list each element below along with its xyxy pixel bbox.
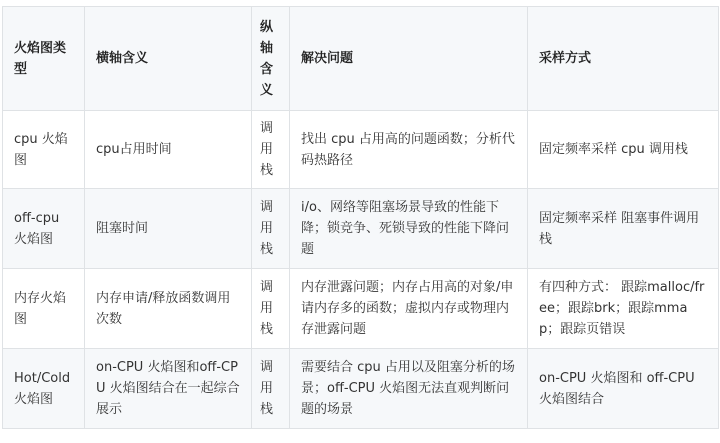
- cell-y-axis: 调用栈: [252, 111, 290, 189]
- cell-sampling: 固定频率采样 阻塞事件调用栈: [528, 189, 719, 269]
- cell-sampling: 固定频率采样 cpu 调用栈: [528, 111, 719, 189]
- cell-type: off-cpu 火焰图: [3, 189, 85, 269]
- table-row: [3, 189, 719, 269]
- header-problems: 解决问题: [290, 7, 528, 111]
- cell-type: 内存火焰图: [3, 269, 85, 349]
- header-type: 火焰图类型: [3, 7, 85, 111]
- cell-x-axis: on-CPU 火焰图和off-CPU 火焰图结合在一起综合展示: [85, 349, 252, 429]
- cell-y-axis: 调用栈: [252, 269, 290, 349]
- cell-problems: 内存泄露问题；内存占用高的对象/申请内存多的函数；虚拟内存或物理内存泄露问题: [290, 269, 528, 349]
- table-header-row: [3, 7, 719, 111]
- header-y-axis: 纵轴含义: [252, 7, 290, 111]
- table-row: [3, 111, 719, 189]
- cell-sampling: on-CPU 火焰图和 off-CPU 火焰图结合: [528, 349, 719, 429]
- cell-problems: i/o、网络等阻塞场景导致的性能下降；锁竞争、死锁导致的性能下降问题: [290, 189, 528, 269]
- cell-x-axis: 内存申请/释放函数调用次数: [85, 269, 252, 349]
- cell-y-axis: 调用栈: [252, 349, 290, 429]
- cell-type: cpu 火焰图: [3, 111, 85, 189]
- cell-y-axis: 调用栈: [252, 189, 290, 269]
- cell-type: Hot/Cold 火焰图: [3, 349, 85, 429]
- header-sampling: 采样方式: [528, 7, 719, 111]
- cell-sampling: 有四种方式： 跟踪malloc/free；跟踪brk；跟踪mmap；跟踪页错误: [528, 269, 719, 349]
- table-row: [3, 349, 719, 429]
- cell-problems: 找出 cpu 占用高的问题函数；分析代码热路径: [290, 111, 528, 189]
- cell-x-axis: 阻塞时间: [85, 189, 252, 269]
- cell-x-axis: cpu占用时间: [85, 111, 252, 189]
- cell-problems: 需要结合 cpu 占用以及阻塞分析的场景；off-CPU 火焰图无法直观判断问题的场景: [290, 349, 528, 429]
- header-x-axis: 横轴含义: [85, 7, 252, 111]
- flame-graph-comparison-table: [2, 6, 719, 429]
- table-row: [3, 269, 719, 349]
